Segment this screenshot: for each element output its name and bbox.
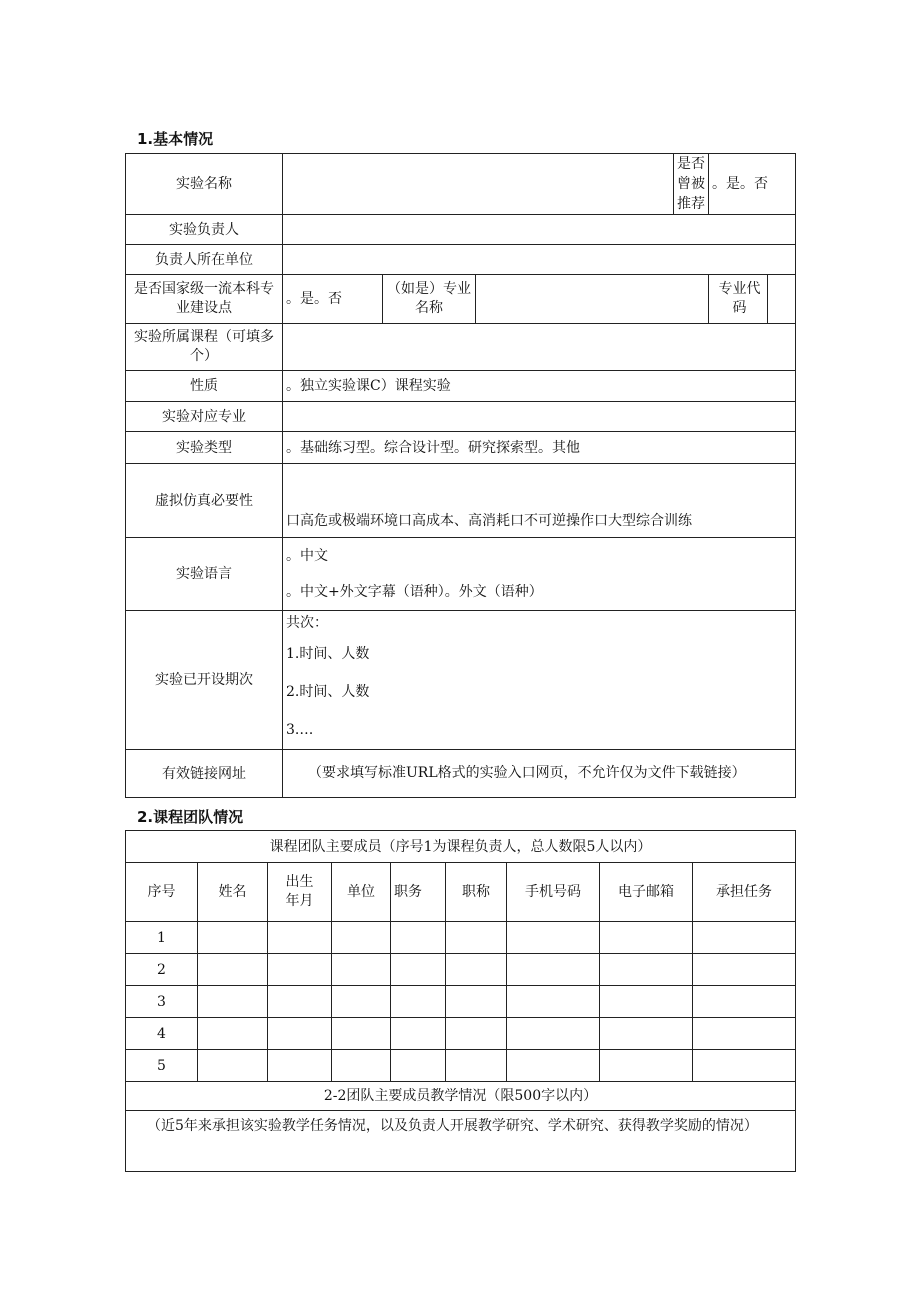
major-code-field[interactable] [767,275,768,323]
leader-label: 实验负责人 [126,215,283,245]
major-code-label [709,275,796,324]
teaching-field[interactable]: （近5年来承担该实验教学任务情况，以及负责人开展教学研究、学术研究、获得教学奖励的情况） [126,1111,796,1172]
terms-label: 实验已开设期次 [126,611,283,750]
nature-options[interactable]: 。独立实验课C）课程实验 [283,371,796,402]
lang-line-2: 。中文+外文字幕（语种）。外文（语种） [286,584,543,600]
recommended-label: 是否曾被推荐 [674,154,709,215]
name-field[interactable] [283,154,674,215]
name-label: 实验名称 [126,154,283,215]
major-field[interactable] [283,402,796,432]
terms-field[interactable] [283,611,796,750]
national-options[interactable]: 。是。否 [283,275,383,324]
major-name-field[interactable] [476,275,709,324]
course-label: 实验所属课程（可填多个） [126,324,283,371]
team-header: 课程团队主要成员（序号1为课程负责人，总人数限5人以内） [126,831,796,863]
recommended-options[interactable]: 。是。否 [709,154,796,215]
section-2-title: 2.课程团队情况 [137,808,244,826]
col-email: 电子邮箱 [600,863,693,922]
terms-line-2: 2.时间、人数 [286,684,370,700]
table-row [126,954,796,986]
type-label: 实验类型 [126,432,283,464]
col-phone: 手机号码 [507,863,600,922]
col-task: 承担任务 [693,863,796,922]
terms-line-1: 1.时间、人数 [286,646,370,662]
lang-label: 实验语言 [126,538,283,611]
national-label: 是否国家级一流本科专业建设点 [126,275,283,324]
vr-label: 虚拟仿真必要性 [126,464,283,538]
col-unit: 单位 [332,863,391,922]
col-title: 职称 [446,863,507,922]
row-index: 5 [126,1050,198,1082]
lang-options[interactable] [283,538,796,611]
terms-line-0: 共次： [286,615,328,631]
basic-info-table [125,153,796,798]
row-index: 1 [126,922,198,954]
table-row [126,922,796,954]
vr-options[interactable]: 口高危或极端环境口高成本、高消耗口不可逆操作口大型综合训练 [283,464,796,538]
table-row [126,1018,796,1050]
leader-unit-label: 负责人所在单位 [126,245,283,275]
leader-field[interactable] [283,215,796,245]
section-1-title: 1.基本情况 [137,130,214,148]
link-label: 有效链接网址 [126,750,283,798]
course-field[interactable] [283,324,796,371]
lang-line-1: 。中文 [286,548,328,564]
col-birth: 出生年月 [268,863,332,922]
team-table [125,830,796,1172]
if-yes-major-label: （如是）专业名称 [383,275,476,324]
teaching-header: 2-2团队主要成员教学情况（限500字以内） [126,1082,796,1111]
row-index: 3 [126,986,198,1018]
leader-unit-field[interactable] [283,245,796,275]
table-row [126,1050,796,1082]
major-label: 实验对应专业 [126,402,283,432]
type-options[interactable]: 。基础练习型。综合设计型。研究探索型。其他 [283,432,796,464]
row-index: 4 [126,1018,198,1050]
terms-line-3: 3.… [286,722,314,738]
major-code-label-text: 专业代码 [718,281,761,316]
col-name: 姓名 [198,863,268,922]
link-field[interactable]: （要求填写标准URL格式的实验入口网页，不允许仅为文件下载链接） [283,750,796,798]
row-index: 2 [126,954,198,986]
col-index: 序号 [126,863,198,922]
nature-label: 性质 [126,371,283,402]
table-row [126,986,796,1018]
col-position: 职务 [391,863,446,922]
